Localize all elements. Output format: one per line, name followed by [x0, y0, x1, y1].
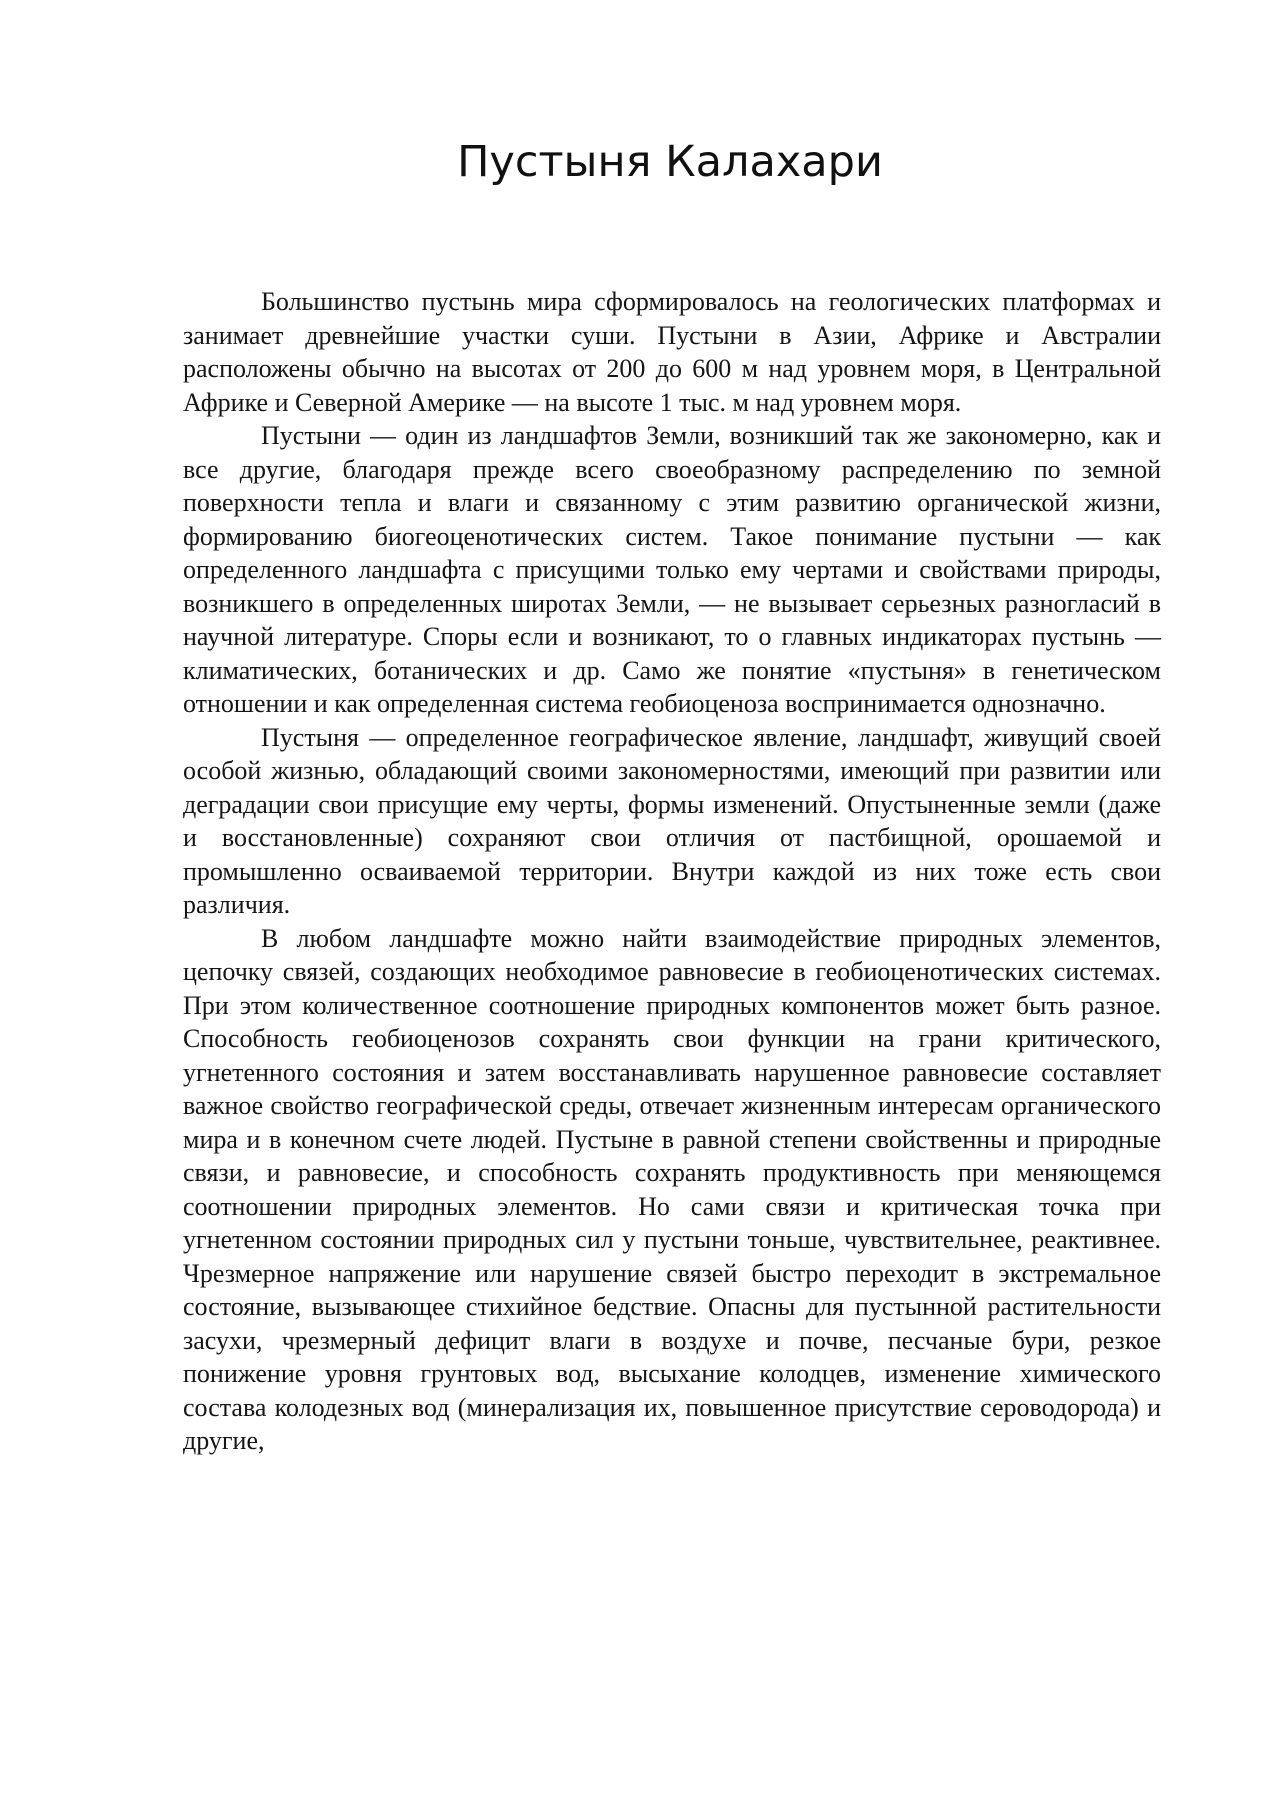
paragraph-4: В любом ландшафте можно найти взаимодействие природных элементов, цепочку связей, создающих необходимое равновесие в геобиоценотических системах. При этом количественное соотношение природных компонентов может быть разное. Способность геобиоценозов сохранять свои функции на грани критического, угнетенного состояния и затем восстанавливать нарушенное равновесие составляет важное свойство географической среды, отвечает жизненным интересам органического мира и в конечном счете людей. Пустыне в равной степени свойственны и природные связи, и равновесие, и способность сохранять продуктивность при меняющемся соотношении природных элементов. Но сами связи и критическая точка при угнетенном состоянии природных сил у пустыни тоньше, чувствительнее, реактивнее. Чрезмерное напряжение или нарушение связей быстро переходит в экстремальное состояние, вызывающее стихийное бедствие. Опасны для пустынной растительности засухи, чрезмерный дефицит влаги в воздухе и почве, песчаные бури, резкое понижение уровня грунтовых вод, высыхание колодцев, изменение химического состава колодезных вод (минерализация их, повышенное присутствие сероводорода) и другие,: [183, 923, 1161, 1455]
paragraph-3: Пустыня — определенное географическое явление, ландшафт, живущий своей особой жизнью, обладающий своими закономерностями, имеющий при развитии или деградации свои присущие ему черты, формы изменений. Опустыненные земли (даже и восстановленные) сохраняют свои отличия от пастбищной, орошаемой и промышленно осваиваемой территории. Внутри каждой из них тоже есть свои различия.: [183, 722, 1161, 919]
paragraph-2: Пустыни — один из ландшафтов Земли, возникший так же закономерно, как и все другие, благодаря прежде всего своеобразному распределению по земной поверхности тепла и влаги и связанному с этим развитию органической жизни, формированию биогеоценотических систем. Такое понимание пустыни — как определенного ландшафта с присущими только ему чертами и свойствами природы, возникшего в определенных широтах Земли, — не вызывает серьезных разногласий в научной литературе. Споры если и возникают, то о главных индикаторах пустынь — климатических, ботанических и др. Само же понятие «пустыня» в генетическом отношении и как определенная система геобиоценоза воспринимается однозначно.: [183, 421, 1161, 718]
paragraph-1: Большинство пустынь мира сформировалось на геологических платформах и занимает древнейшие участки суши. Пустыни в Азии, Африке и Австралии расположены обычно на высотах от 200 до 600 м над уровнем моря, в Центральной Африке и Северной Америке — на высоте 1 тыс. м над уровнем моря.: [183, 287, 1161, 417]
document-title: Пустыня Калахари: [457, 137, 883, 187]
document-body: [183, 285, 1161, 1458]
